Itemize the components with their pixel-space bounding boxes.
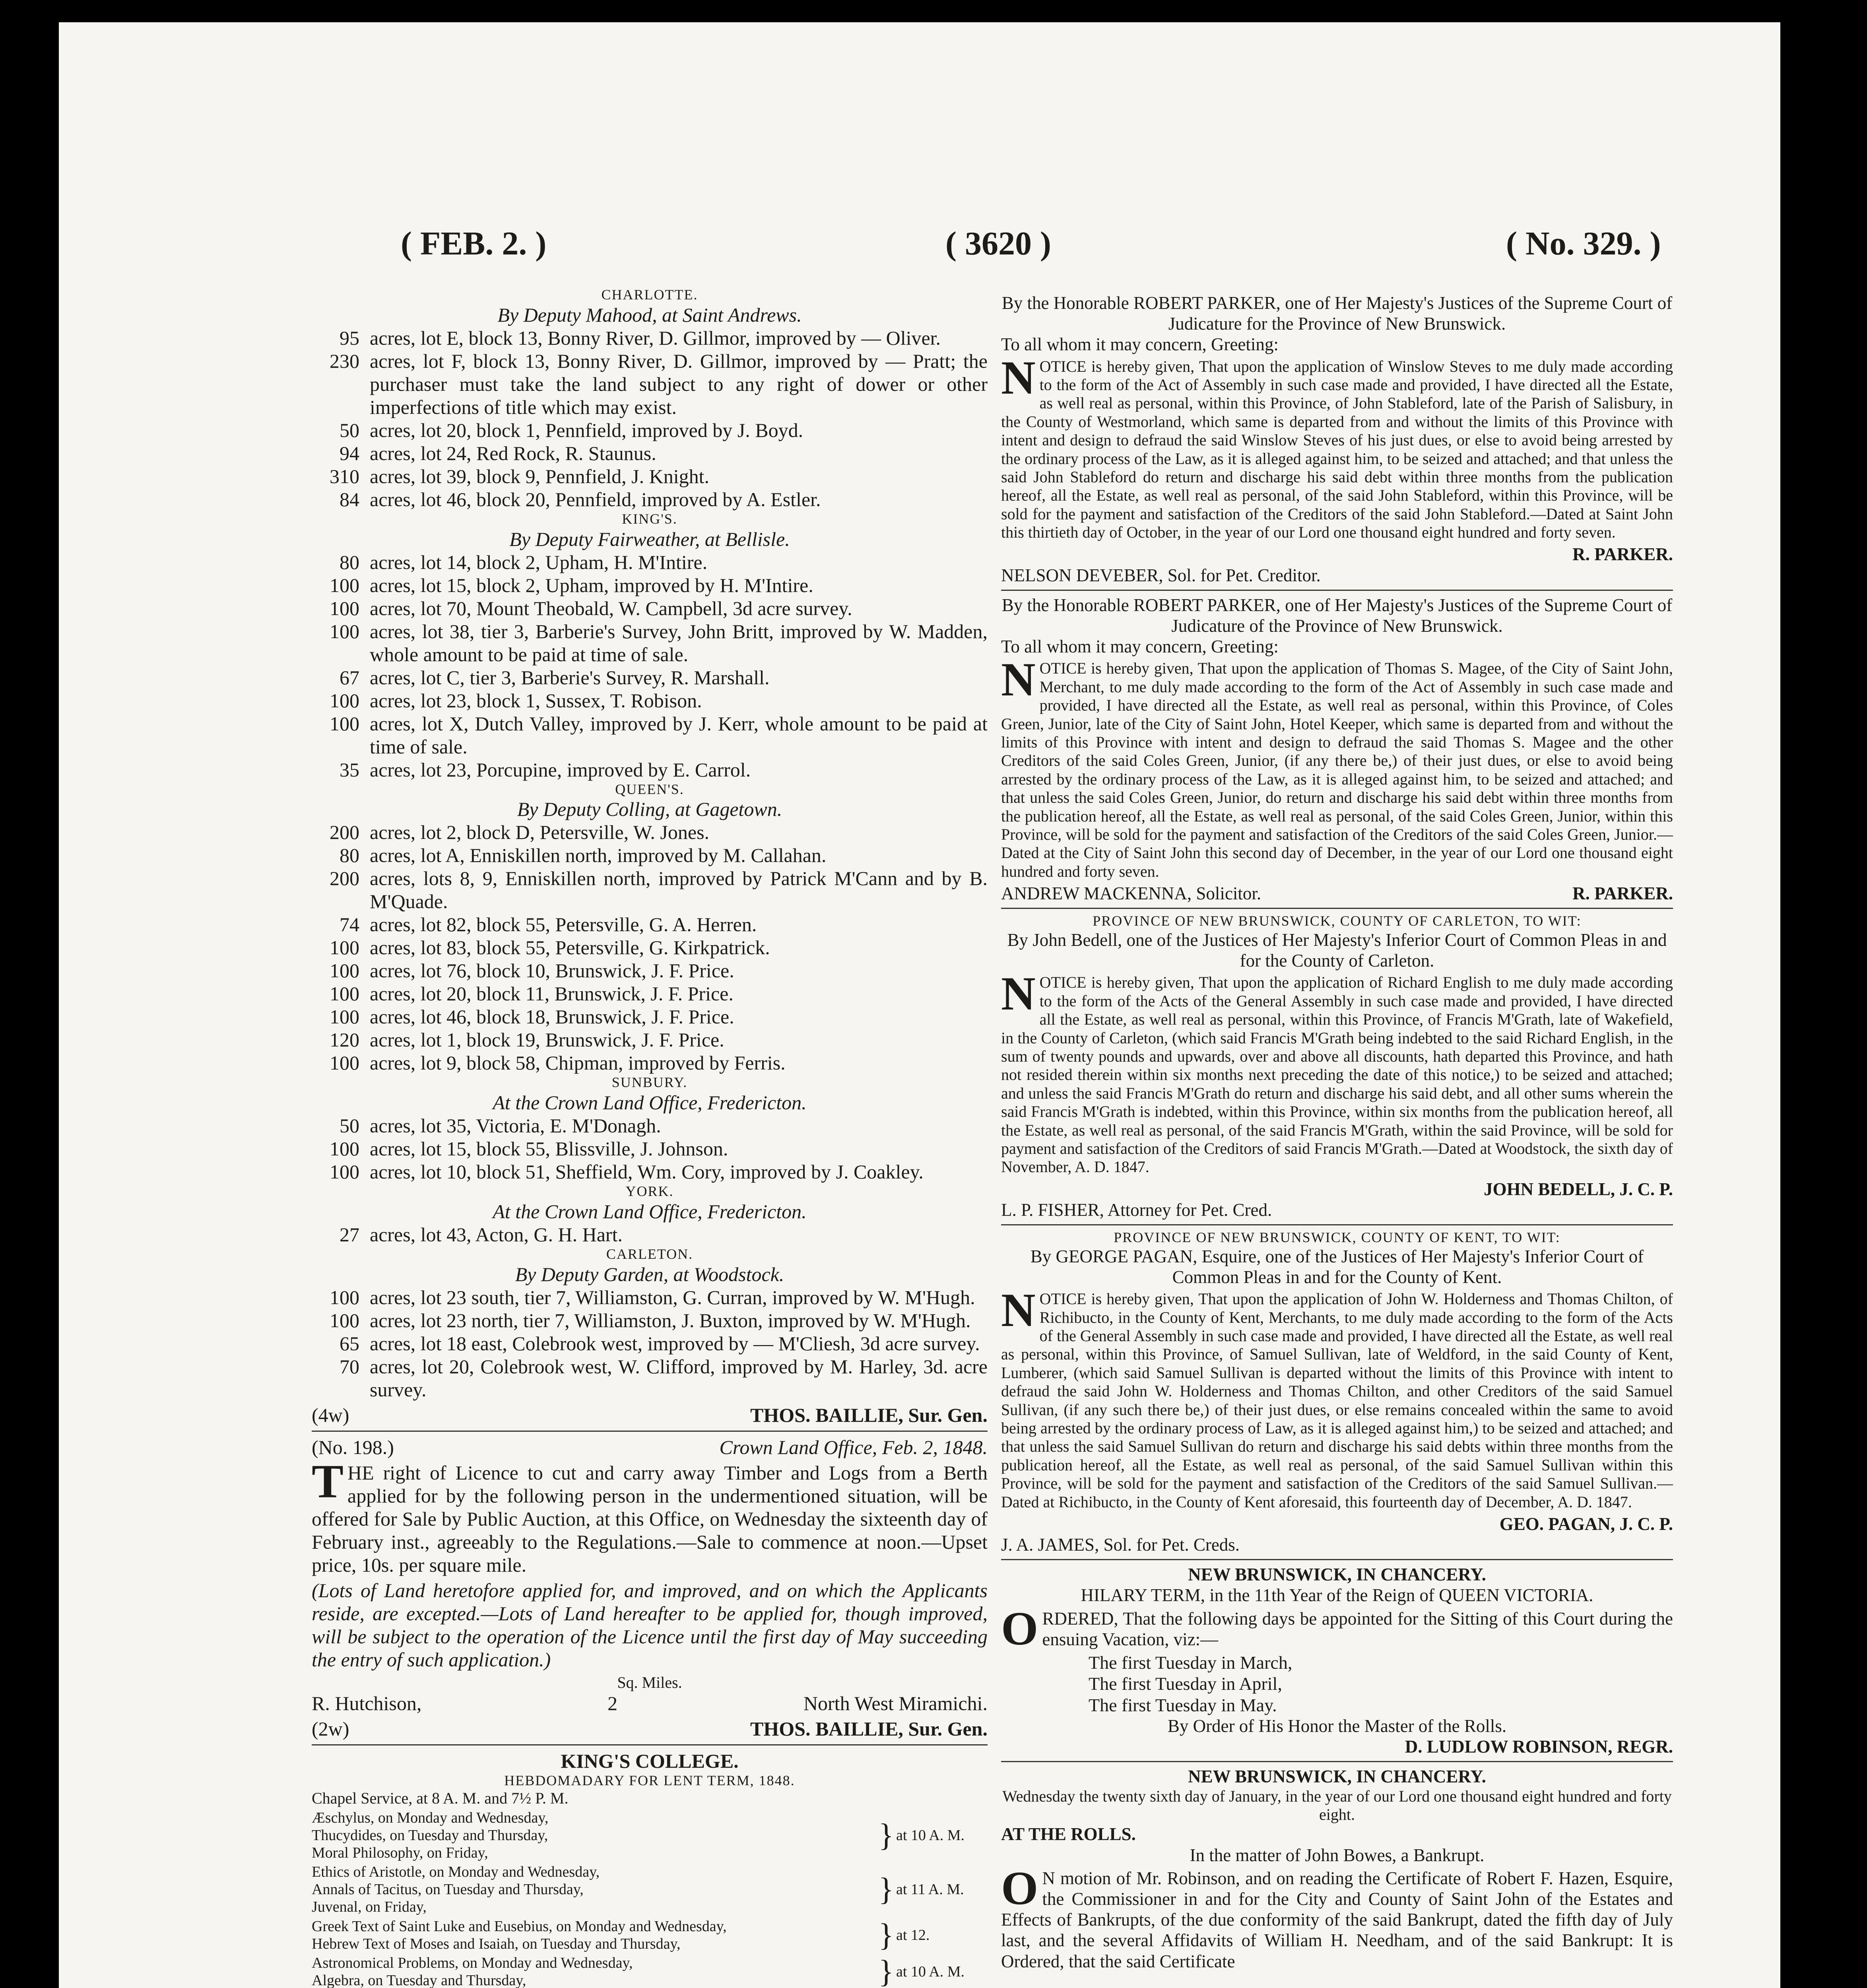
chancery-term: HILARY TERM, in the 11th Year of the Reign of QUEEN VICTORIA. [1081,1585,1593,1606]
chancery-date: Wednesday the twenty sixth day of January, in the year of our Lord one thousand eight hundred and forty eight. [1002,1787,1672,1824]
land-entry: 50 acres, lot 20, block 1, Pennfield, improved by J. Boyd. [340,419,803,441]
land-entry: 70 acres, lot 20, Colebrook west, W. Clifford, improved by M. Harley, 3d. acre survey. [340,1355,988,1401]
surveyor-signature: (4w) THOS. BAILLIE, Sur. Gen. [312,1404,988,1426]
land-list-york [312,1223,988,1246]
college-subtitle: HEBDOMADARY FOR LENT TERM, 1848. [504,1772,795,1788]
judge-signature: GEO. PAGAN, J. C. P. [1499,1514,1673,1534]
right-column [1001,293,1673,1974]
province-heading: PROVINCE OF NEW BRUNSWICK, COUNTY OF CARLETON, TO WIT: [1093,913,1582,929]
notice-intro: By the Honorable ROBERT PARKER, one of Her Majesty's Justices of the Supreme Court of Judicature of the Province of New Brunswick. [1001,595,1673,636]
at-the-rolls: AT THE ROLLS. [1001,1824,1136,1844]
notice-body: NOTICE is hereby given, That upon the application of John W. Holderness and Thomas Chilton, of Richibucto, in the County of Kent, Merchants, to me duly made according to the form of the Acts of the General Assembly in such case made and provided, I have directed all the Estate, as well real as personal, within this Province, of Samuel Sullivan, late of Weldford, in the said County of Kent, Lumberer, (which said Samuel Sullivan is departed without the limits of this Province with intent to defraud the said John W. Holderness and Thomas Chilton, and other Creditors of the said Samuel Sullivan, (if any such there be,) of their just dues, or else remains concealed within the same to avoid being arrested by the ordinary process of Law, as it is alleged against him,) to be seized and attached; and that unless the said Samuel Sullivan do return and discharge his said debts within three months from the publication hereof, all the Estate, as well real as personal, of the said Samuel Sullivan within this Province, will be sold for the payment and satisfaction of the Creditors of the said Samuel Sullivan.—Dated at Richibucto, in the County of Kent aforesaid, this fourteenth day of December, A. D. 1847. [1001,1283,1673,1511]
land-entry: 100 acres, lot 15, block 55, Blissville, J. Johnson. [330,1138,728,1160]
bankrupt-matter: In the matter of John Bowes, a Bankrupt. [1190,1845,1485,1865]
land-entry: 310 acres, lot 39, block 9, Pennfield, J. Knight. [330,465,710,487]
schedule-group: Ethics of Aristotle, on Monday and Wednesday, Annals of Tacitus, on Tuesday and Thursday, Juvenal, on Friday, } at 11 A. M. [312,1864,964,1916]
chancery-motion: O N motion of Mr. Robinson, and on reading the Certificate of Robert F. Hazen, Esquire, the Commissioner in and for the City and County of Saint John of the Estates and Effects of Bankrupts, of the due conformity of the said Bankrupt, dated the fifth day of July last, and the several Affidavits of William H. Needham, and of the said Bankrupt: It is Ordered, that the said Certificate [1001,1861,1673,1971]
chancery-title: NEW BRUNSWICK, IN CHANCERY. [1188,1767,1486,1787]
land-entry: 100 acres, lot 10, block 51, Sheffield, Wm. Cory, improved by J. Coakley. [330,1161,924,1183]
header-page-number: ( 3620 ) [945,225,1051,262]
notice-body: NOTICE is hereby given, That upon the application of Thomas S. Magee, of the City of Saint John, Merchant, to me duly made according to the form of the Act of Assembly in such case made and provided, I have directed all the Estate, as well real as personal, within this Province, of Coles Green, Junior, late of the City of Saint John, Hotel Keeper, which same is departed from and without the limits of this Province with intent and design to defraud the said Thomas S. Magee and the other Creditors of the said Coles Green, Junior, (if any there be,) of their just dues, or else to avoid being arrested by the ordinary process of the Law, as it is alleged against him, to be seized and attached; and that unless the said Coles Green, Junior, do return and discharge his said debt within three months from the publication hereof, all the Estate, as well real as personal, of the said Coles Green, Junior, within this Province, will be sold for the payment and satisfaction of the Creditors of the said Coles Green, Junior.—Dated at the City of Saint John this second day of December, in the year of our Lord one thousand eight hundred and forty seven. [1001,653,1673,880]
land-entry: 100 acres, lot 23, block 1, Sussex, T. Robison. [330,689,702,712]
surveyor-signature: (2w) THOS. BAILLIE, Sur. Gen. [312,1717,988,1740]
solicitor-line: J. A. JAMES, Sol. for Pet. Creds. [1001,1535,1240,1555]
land-entry: 100 acres, lot 20, block 11, Brunswick, J. F. Price. [330,982,734,1005]
chapel-service: Chapel Service, at 8 A. M. and 7½ P. M. [312,1789,569,1807]
land-entry: 100 acres, lot 76, block 10, Brunswick, J. F. Price. [330,959,734,982]
divider [1001,590,1673,591]
header-issue-number: ( No. 329. ) [1506,225,1661,262]
registrar-signature: D. LUDLOW ROBINSON, REGR. [1405,1737,1673,1757]
land-entry: 100 acres, lot 23 north, tier 7, Williamston, J. Buxton, improved by W. M'Hugh. [330,1309,971,1332]
schedule-group: Astronomical Problems, on Monday and Wednesday, Algebra, on Tuesday and Thursday, } at 10 A. M. [312,1954,965,1988]
notice-body: NOTICE is hereby given, That upon the application of Winslow Steves to me duly made according to the form of the Act of Assembly in such case made and provided, I have directed all the Estate, as well real as personal, within this Province, of John Stableford, late of the Parish of Salisbury, in the County of Westmorland, which same is departed from and without the limits of this Province with intent and design to defraud the said Winslow Steves of his just dues, or else to avoid being arrested by the ordinary process of the Law, as it is alleged against him, to be seized and attached; and that unless the said John Stableford do return and discharge his said debt within three months from the publication hereof, all the Estate, as well real as personal, of the said John Stableford, within this Province, will be sold for the payment and satisfaction of the Creditors of the said John Stableford.—Dated at Saint John this thirtieth day of October, in the year of our Lord one thousand eight hundred and forty seven. [1001,351,1673,542]
sitting-days: The first Tuesday in March, The first Tuesday in April, The first Tuesday in May. [1089,1652,1293,1715]
land-entry: 65 acres, lot 18 east, Colebrook west, improved by — M'Cliesh, 3d acre survey. [340,1332,980,1355]
county-heading: CHARLOTTE. [601,287,698,303]
licence-note: (Lots of Land heretofore applied for, and improved, and on which the Applicants reside, are excepted.—Lots of Land hereafter to be applied for, though improved, will be subject to the operation of the Licence until the first day of May succeeding the entry of such application.) [312,1579,988,1671]
college-title: KING'S COLLEGE. [561,1749,739,1772]
chancery-order: ORDERED, That the following days be appointed for the Sitting of this Court during the ensuing Vacation, viz:— [1001,1602,1673,1655]
land-entry: 100 acres, lot 9, block 58, Chipman, improved by Ferris. [330,1052,786,1074]
land-entry: 230 acres, lot F, block 13, Bonny River, D. Gillmor, improved by — Pratt; the purchaser must take the land subject to any right of dower or other imperfections of title which may exist. [330,349,988,418]
land-list-kings [312,551,988,781]
schedule-group: Greek Text of Saint Luke and Eusebius, on Monday and Wednesday, Hebrew Text of Moses and Isaiah, on Tuesday and Thursday, } at 12. [312,1917,930,1953]
sq-miles-label: Sq. Miles. [617,1673,682,1691]
land-entry: 74 acres, lot 82, block 55, Petersville, G. A. Herren. [340,913,757,936]
county-heading: YORK. [625,1183,674,1199]
land-entry: 50 acres, lot 35, Victoria, E. M'Donagh. [340,1114,661,1137]
deputy-heading: At the Crown Land Office, Fredericton. [493,1091,807,1114]
divider [1001,1559,1673,1560]
land-list-sunbury [312,1114,988,1183]
land-entry: 100 acres, lot 23 south, tier 7, Williamston, G. Curran, improved by W. M'Hugh. [330,1286,975,1309]
chancery-title: NEW BRUNSWICK, IN CHANCERY. [1188,1565,1486,1585]
schedule-group: Æschylus, on Monday and Wednesday, Thucydides, on Tuesday and Thursday, Moral Philosophy, on Friday, } at 10 A. M. [312,1809,965,1862]
deputy-heading: By Deputy Mahood, at Saint Andrews. [497,303,802,326]
land-entry: 27 acres, lot 43, Acton, G. H. Hart. [340,1223,623,1246]
county-heading: KING'S. [622,511,677,527]
land-entry: 80 acres, lot 14, block 2, Upham, H. M'Intire. [340,551,708,573]
land-list-queens [312,821,988,1074]
land-entry: 100 acres, lot X, Dutch Valley, improved by J. Kerr, whole amount to be paid at time of sale. [330,712,988,758]
licence-applicant-row: R. Hutchison, 2 North West Miramichi. [312,1692,988,1714]
notice-signature-row: ANDREW MACKENNA, Solicitor. R. PARKER. [1001,883,1673,904]
licence-header: (No. 198.) Crown Land Office, Feb. 2, 1848. [312,1436,988,1458]
land-entry: 95 acres, lot E, block 13, Bonny River, D. Gillmor, improved by — Oliver. [340,326,941,349]
header-date: ( FEB. 2. ) [401,225,547,262]
deputy-heading: By Deputy Colling, at Gagetown. [517,798,782,821]
divider [1001,1224,1673,1225]
land-list-carleton [312,1286,988,1401]
county-heading: CARLETON. [606,1246,693,1262]
county-heading: SUNBURY. [611,1074,688,1091]
attorney-line: L. P. FISHER, Attorney for Pet. Cred. [1001,1200,1272,1220]
notice-body: NOTICE is hereby given, That upon the application of Richard English to me duly made according to the form of the Acts of the General Assembly in such case made and provided, I have directed all the Estate, as well real as personal, within this Province, of Francis M'Grath, late of Wakefield, in the County of Carleton, (which said Francis M'Grath being indebted to the said Richard English, in the sum of twenty pounds and upwards, over and above all discounts, hath departed this Province, and hath not resided therein within six months next preceding the date of this notice,) to be seized and attached; and unless the said Francis M'Grath do return and discharge his said debt, and all other sums wherein the said Francis M'Grath is indebted, within this Province, within six months from the publication hereof, all the Estate, as well real as personal, of the said Francis M'Grath, within the said Province, will be sold for payment and satisfaction of the Creditors of said Francis M'Grath.—Dated at Woodstock, the sixth day of November, A. D. 1847. [1001,967,1673,1176]
order-line: By Order of His Honor the Master of the Rolls. [1167,1716,1507,1736]
notice-intro: By GEORGE PAGAN, Esquire, one of the Justices of Her Majesty's Inferior Court of Common Pleas in and for the County of Kent. [1030,1246,1644,1287]
deputy-heading: At the Crown Land Office, Fredericton. [493,1200,807,1223]
notice-greeting: To all whom it may concern, Greeting: [1001,637,1279,657]
notice-intro: By the Honorable ROBERT PARKER, one of Her Majesty's Justices of the Supreme Court of Judicature for the Province of New Brunswick. [1001,293,1673,334]
land-entry: 80 acres, lot A, Enniskillen north, improved by M. Callahan. [340,844,827,867]
land-entry: 35 acres, lot 23, Porcupine, improved by E. Carrol. [340,758,751,781]
land-entry: 100 acres, lot 83, block 55, Petersville, G. Kirkpatrick. [330,936,770,959]
deputy-heading: By Deputy Garden, at Woodstock. [515,1263,784,1285]
left-column [312,287,988,1988]
land-entry: 84 acres, lot 46, block 20, Pennfield, improved by A. Estler. [340,488,821,511]
province-heading: PROVINCE OF NEW BRUNSWICK, COUNTY OF KENT, TO WIT: [1114,1229,1560,1246]
land-entry: 120 acres, lot 1, block 19, Brunswick, J. F. Price. [330,1029,724,1051]
divider [1001,1761,1673,1762]
solicitor-line: NELSON DEVEBER, Sol. for Pet. Creditor. [1001,565,1321,585]
notice-intro: By John Bedell, one of the Justices of Her Majesty's Inferior Court of Common Pleas in and for the County of Carleton. [1007,930,1667,971]
land-entry: 67 acres, lot C, tier 3, Barberie's Survey, R. Marshall. [340,666,770,689]
notice-greeting: To all whom it may concern, Greeting: [1001,334,1279,355]
divider [1001,908,1673,909]
county-heading: QUEEN'S. [615,781,684,797]
land-entry: 200 acres, lots 8, 9, Enniskillen north, improved by Patrick M'Cann and by B. M'Quade. [330,867,988,913]
land-entry: 200 acres, lot 2, block D, Petersville, W. Jones. [330,821,710,844]
land-list-charlotte [312,326,988,511]
divider [312,1744,988,1745]
land-entry: 100 acres, lot 38, tier 3, Barberie's Survey, John Britt, improved by W. Madden, whole amount to be paid at time of sale. [330,620,988,666]
judge-signature: R. PARKER. [1572,544,1673,565]
newspaper-page [59,22,1780,1988]
land-entry: 94 acres, lot 24, Red Rock, R. Staunus. [340,442,656,464]
deputy-heading: By Deputy Fairweather, at Bellisle. [509,528,790,550]
licence-notice: THE right of Licence to cut and carry away Timber and Logs from a Berth applied for by the following person in the undermentioned situation, will be offered for Sale by Public Auction, at this Office, on Wednesday the sixteenth day of February inst., agreeably to the Regulations.—Sale to commence at noon.—Upset price, 10s. per square mile. [312,1454,988,1576]
land-entry: 100 acres, lot 46, block 18, Brunswick, J. F. Price. [330,1006,734,1028]
land-entry: 100 acres, lot 70, Mount Theobald, W. Campbell, 3d acre survey. [330,597,852,619]
page-header [59,224,1780,276]
land-entry: 100 acres, lot 15, block 2, Upham, improved by H. M'Intire. [330,574,813,596]
judge-signature: JOHN BEDELL, J. C. P. [1484,1179,1673,1199]
divider [312,1431,988,1432]
